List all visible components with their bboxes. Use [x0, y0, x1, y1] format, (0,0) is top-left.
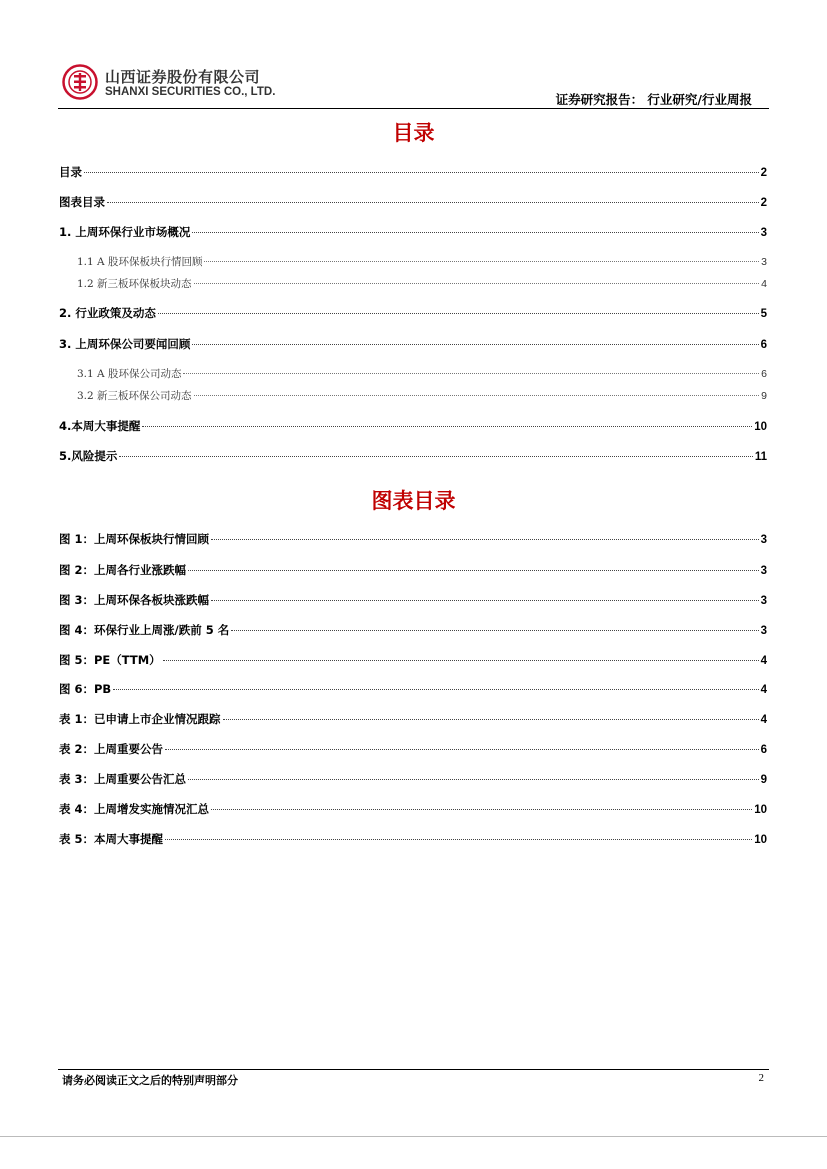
toc-entry[interactable] [59, 305, 767, 321]
figure-entry-text: 图 2：上周各行业涨跌幅 [59, 563, 187, 577]
toc-entry[interactable] [59, 336, 767, 352]
figure-entry[interactable] [59, 622, 767, 638]
toc-entry-text: 3.1 A 股环保公司动态 [77, 368, 182, 380]
toc-leader [188, 570, 759, 571]
toc-entry-page: 2 [760, 197, 767, 209]
figure-entry[interactable] [59, 652, 767, 668]
toc-entry-text: 1.2 新三板环保板块动态 [77, 278, 192, 290]
toc-entry-page: 3 [760, 227, 767, 239]
figure-entry[interactable] [59, 681, 767, 697]
toc-entry[interactable] [59, 164, 767, 180]
figures-title: 图表目录 [371, 489, 456, 513]
toc-entry-text: 2. 行业政策及动态 [59, 306, 156, 320]
toc-subentry[interactable] [77, 276, 767, 292]
toc-entry[interactable] [59, 448, 767, 464]
toc-leader [194, 283, 760, 284]
figure-entry-page: 4 [760, 655, 767, 667]
figure-entry-text: 表 3：上周重要公告汇总 [59, 772, 187, 786]
figure-entry-page: 3 [760, 625, 767, 637]
figure-entry[interactable] [59, 531, 767, 547]
toc-leader [84, 172, 759, 173]
figure-entry[interactable] [59, 801, 767, 817]
toc-entry-page: 11 [754, 451, 767, 463]
toc-entry-text: 图表目录 [59, 195, 105, 209]
figure-entry[interactable] [59, 831, 767, 847]
figure-entry-page: 4 [760, 714, 767, 726]
toc-entry[interactable] [59, 418, 767, 434]
toc-subentry[interactable] [77, 254, 767, 270]
figure-entry-page: 4 [760, 684, 767, 696]
toc-leader [192, 232, 758, 233]
toc-entry-page: 2 [760, 167, 767, 179]
toc-leader [223, 719, 759, 720]
toc-entry-page: 10 [754, 421, 767, 433]
toc-entry-text: 3. 上周环保公司要闻回顾 [59, 337, 191, 351]
toc-leader [211, 809, 752, 810]
toc-entry-page: 9 [761, 390, 767, 402]
toc-entry-text: 1. 上周环保行业市场概况 [59, 225, 191, 239]
figure-entry-text: 表 2：上周重要公告 [59, 742, 164, 756]
toc-leader [188, 779, 759, 780]
toc-entry-text: 3.2 新三板环保公司动态 [77, 390, 192, 402]
footer-divider [58, 1069, 769, 1070]
toc-entry-text: 1.1 A 股环保板块行情回顾 [77, 256, 203, 268]
toc-leader [165, 839, 752, 840]
figure-entry[interactable] [59, 711, 767, 727]
toc-entry-page: 6 [761, 368, 767, 380]
figure-entry-text: 表 5：本周大事提醒 [59, 832, 164, 846]
toc-subentry[interactable] [77, 388, 767, 404]
figure-entry-page: 3 [760, 595, 767, 607]
page-number: 2 [758, 1072, 764, 1084]
toc-leader [107, 202, 759, 203]
toc-entry-text: 4.本周大事提醒 [59, 419, 141, 433]
toc-entry-text: 5.风险提示 [59, 449, 118, 463]
figure-entry-text: 表 4：上周增发实施情况汇总 [59, 802, 210, 816]
toc-entry-page: 5 [760, 308, 767, 320]
figure-entry-text: 图 5：PE（TTM） [59, 653, 161, 667]
toc-subentry[interactable] [77, 366, 767, 382]
toc-leader [211, 600, 759, 601]
toc-leader [231, 630, 758, 631]
figure-entry-text: 图 6：PB [59, 682, 112, 696]
figure-entry-page: 3 [760, 534, 767, 546]
figure-entry-text: 图 3：上周环保各板块涨跌幅 [59, 593, 210, 607]
toc-leader [119, 456, 752, 457]
company-logo-icon [62, 64, 98, 100]
figure-entry-text: 表 1：已申请上市企业情况跟踪 [59, 712, 221, 726]
toc-leader [165, 749, 759, 750]
figure-entry-page: 9 [760, 774, 767, 786]
header-divider [58, 108, 769, 109]
toc-leader [113, 689, 758, 690]
figure-entry-text: 图 4：环保行业上周涨/跌前 5 名 [59, 623, 230, 637]
report-type: 证券研究报告： 行业研究/行业周报 [555, 92, 752, 107]
figure-entry[interactable] [59, 771, 767, 787]
toc-entry-page: 3 [761, 256, 767, 268]
figure-entry-page: 6 [760, 744, 767, 756]
figure-entry[interactable] [59, 741, 767, 757]
toc-leader [158, 313, 759, 314]
figure-entry-page: 3 [760, 565, 767, 577]
toc-entry-page: 6 [760, 339, 767, 351]
figure-entry[interactable] [59, 592, 767, 608]
toc-leader [194, 395, 760, 396]
toc-entry-page: 4 [761, 278, 767, 290]
figure-entry-page: 10 [754, 834, 767, 846]
footer-disclaimer: 请务必阅读正文之后的特别声明部分 [62, 1074, 238, 1087]
page-bottom-rule [0, 1136, 827, 1137]
figure-entry-text: 图 1：上周环保板块行情回顾 [59, 532, 210, 546]
toc-leader [163, 660, 759, 661]
toc-entry[interactable] [59, 194, 767, 210]
figure-entry[interactable] [59, 562, 767, 578]
toc-entry-text: 目录 [59, 165, 82, 179]
toc-title: 目录 [392, 121, 435, 145]
figure-entry-page: 10 [754, 804, 767, 816]
toc-leader [142, 426, 752, 427]
toc-leader [211, 539, 759, 540]
toc-entry[interactable] [59, 224, 767, 240]
company-name-cn: 山西证券股份有限公司 [105, 68, 261, 86]
toc-leader [204, 261, 759, 262]
toc-leader [192, 344, 758, 345]
company-name-en: SHANXI SECURITIES CO., LTD. [105, 86, 276, 98]
toc-leader [183, 373, 759, 374]
